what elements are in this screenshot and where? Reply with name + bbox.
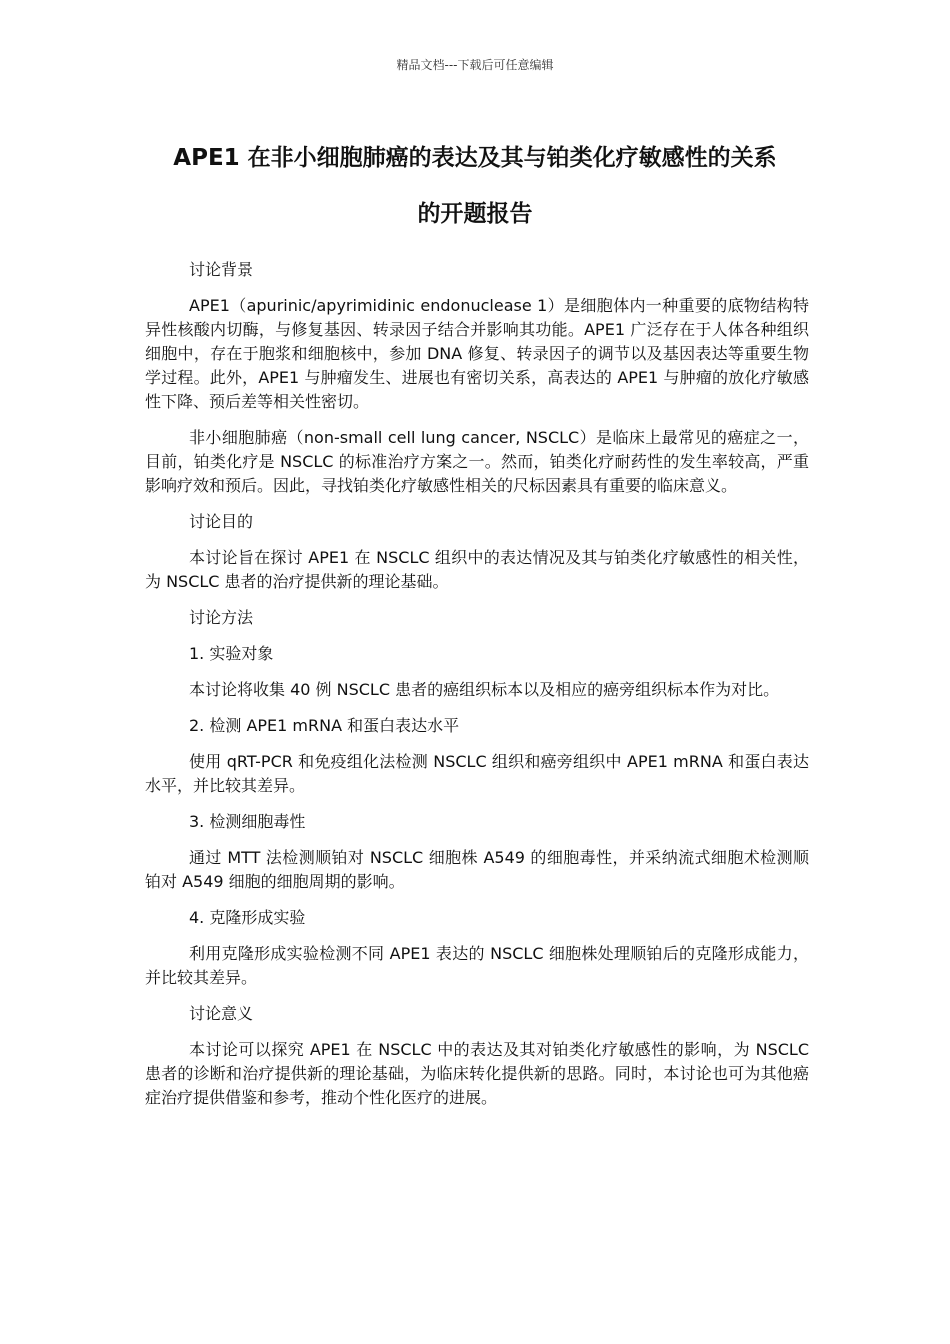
paragraph-nsclc-intro: 非小细胞肺癌（non-small cell lung cancer, NSCLC）是临床上最常见的癌症之一，目前，铂类化疗是 NSCLC 的标准治疗方案之一。然而，铂类化疗耐药性的发生率较高，严重影响疗效和预后。因此，寻找铂类化疗敏感性相关的尺标因素具有重要的临床意义。 (145, 428, 809, 495)
paragraph-clone-formation: 利用克隆形成实验检测不同 APE1 表达的 NSCLC 细胞株处理顺铂后的克隆形成能力，并比较其差异。 (145, 944, 809, 987)
document-body (145, 258, 809, 1122)
title-line-1: APE1 在非小细胞肺癌的表达及其与铂类化疗敏感性的关系 (173, 145, 777, 171)
paragraph-purpose: 本讨论旨在探讨 APE1 在 NSCLC 组织中的表达情况及其与铂类化疗敏感性的相关性，为 NSCLC 患者的治疗提供新的理论基础。 (145, 548, 809, 591)
section-heading-significance: 讨论意义 (189, 1004, 254, 1023)
page-header: 精品文档---下载后可任意编辑 (396, 58, 554, 72)
section-heading-purpose: 讨论目的 (189, 512, 254, 531)
paragraph-cytotoxicity: 通过 MTT 法检测顺铂对 NSCLC 细胞株 A549 的细胞毒性，并采纳流式细胞术检测顺铂对 A549 细胞的细胞周期的影响。 (145, 848, 809, 891)
method-heading-subjects: 1. 实验对象 (189, 644, 274, 663)
paragraph-expression: 使用 qRT-PCR 和免疫组化法检测 NSCLC 组织和癌旁组织中 APE1 mRNA 和蛋白表达水平，并比较其差异。 (145, 752, 809, 795)
title-line-2: 的开题报告 (417, 201, 533, 227)
paragraph-significance: 本讨论可以探究 APE1 在 NSCLC 中的表达及其对铂类化疗敏感性的影响，为 NSCLC 患者的诊断和治疗提供新的理论基础，为临床转化提供新的思路。同时，本讨论也可为其他癌症治疗提供借鉴和参考，推动个性化医疗的进展。 (145, 1040, 809, 1107)
paragraph-ape1-intro: APE1（apurinic/apyrimidinic endonuclease 1）是细胞体内一种重要的底物结构特异性核酸内切酶，与修复基因、转录因子结合并影响其功能。APE1 广泛存在于人体各种组织细胞中，存在于胞浆和细胞核中，参加 DNA 修复、转录因子的调节以及基因表达等重要生物学过程。此外，APE1 与肿瘤发生、进展也有密切关系，高表达的 APE1 与肿瘤的放化疗敏感性下降、预后差等相关性密切。 (145, 296, 809, 411)
document-title (140, 130, 810, 242)
section-heading-background: 讨论背景 (189, 260, 254, 279)
method-heading-expression: 2. 检测 APE1 mRNA 和蛋白表达水平 (189, 716, 460, 735)
paragraph-subjects: 本讨论将收集 40 例 NSCLC 患者的癌组织标本以及相应的癌旁组织标本作为对比。 (189, 680, 780, 699)
method-heading-cytotoxicity: 3. 检测细胞毒性 (189, 812, 306, 831)
section-heading-methods: 讨论方法 (189, 608, 254, 627)
method-heading-clone-formation: 4. 克隆形成实验 (189, 908, 306, 927)
